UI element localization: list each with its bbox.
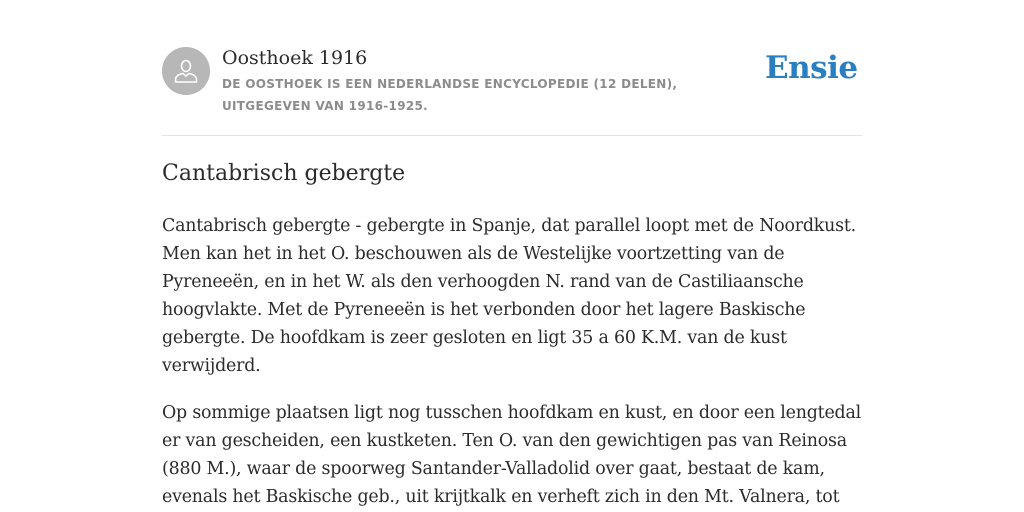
source-title[interactable]: Oosthoek 1916 — [222, 47, 368, 69]
header-divider — [162, 135, 862, 136]
article-paragraph: Op sommige plaatsen ligt nog tusschen hoofdkam en kust, en door een lengtedal er van gescheiden, een kustketen. Ten O. van den gewichtigen pas van Reinosa (880 M.), waar de spoorweg Santander-Valladolid over gaat, bestaat de kam, evenals het Baskische geb., uit krijtkalk en verheft zich in den Mt. Valnera, tot — [162, 403, 862, 507]
article-title: Cantabrisch gebergte — [162, 161, 406, 186]
source-header — [162, 46, 862, 116]
article-paragraph: Cantabrisch gebergte - gebergte in Spanje, dat parallel loopt met de Noordkust. Men kan het in het O. beschouwen als de Westelijke voortzetting van de Pyreneeën, en in het W. als den verhoogden N. rand van de Castiliaansche hoogvlakte. Met de Pyreneeën is het verbonden door het lagere Baskische gebergte. De hoofdkam is zeer gesloten en ligt 35 a 60 K.M. van de kust verwijderd. — [162, 216, 856, 376]
article-body — [162, 212, 862, 512]
user-icon[interactable] — [162, 47, 210, 95]
source-description: DE OOSTHOEK IS EEN NEDERLANDSE ENCYCLOPEDIE (12 DELEN), UITGEGEVEN VAN 1916-1925. — [222, 77, 678, 113]
brand-logo[interactable]: Ensie — [765, 50, 858, 86]
